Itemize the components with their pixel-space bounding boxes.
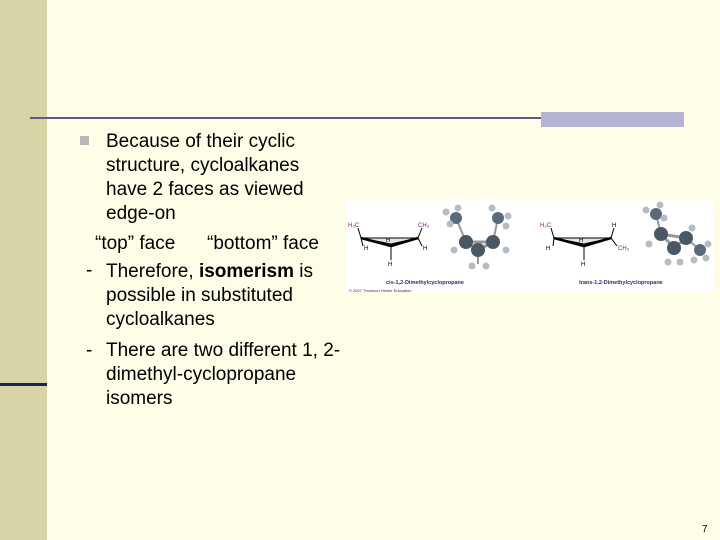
trans-h-left: H xyxy=(546,246,551,252)
bullet-line-4: edge-on xyxy=(106,203,176,224)
isomers-svg xyxy=(346,200,713,292)
sub1-line-1 xyxy=(106,260,313,284)
top-face-label: “top” face xyxy=(95,233,176,254)
cis-h-left: H xyxy=(364,246,369,252)
bullet-line-2: structure, cycloalkanes xyxy=(106,155,300,176)
sub2-line-1: There are two different 1, 2- xyxy=(106,340,341,361)
dash-bullet-2: - xyxy=(86,340,93,361)
sub1-line-1-after: is xyxy=(293,261,313,282)
bottom-face-label: “bottom” face xyxy=(207,233,319,254)
trans-h-upper-right: H xyxy=(612,223,617,229)
title-divider-line xyxy=(30,117,542,119)
slide-number: 7 xyxy=(702,524,708,535)
sidebar-accent-line xyxy=(0,383,47,386)
trans-ch3-left: H₃C xyxy=(540,223,552,229)
cis-h-right: H xyxy=(423,246,428,252)
trans-ch3-right: CH₃ xyxy=(618,246,630,252)
sub1-line-1-before: Therefore, xyxy=(106,261,199,282)
dash-bullet-1: - xyxy=(86,260,93,281)
sub2-line-3: isomers xyxy=(106,388,173,409)
trans-h-top: H xyxy=(579,238,584,244)
trans-h-bottom: H xyxy=(581,262,586,268)
bullet-line-3: have 2 faces as viewed xyxy=(106,179,304,200)
title-divider-block xyxy=(541,112,684,127)
trans-label: trans-1,2-Dimethylcyclopropane xyxy=(579,280,663,286)
sub2-line-2: dimethyl-cyclopropane xyxy=(106,364,297,385)
cis-ch3-left: H₃C xyxy=(348,223,360,229)
cis-ball-stick-model xyxy=(443,205,512,270)
copyright-text: © 2007 Thomson Higher Education xyxy=(349,288,412,292)
left-sidebar-band xyxy=(0,0,47,540)
sub1-line-3: cycloalkanes xyxy=(106,309,215,330)
square-bullet-icon xyxy=(80,136,89,145)
cis-h-bottom: H xyxy=(388,262,393,268)
trans-structure xyxy=(540,223,663,286)
trans-ball-stick-model xyxy=(643,202,712,266)
cis-structure xyxy=(348,223,464,292)
sub1-line-2: possible in substituted xyxy=(106,285,293,306)
cyclopropane-isomers-figure xyxy=(346,200,713,292)
bullet-line-1: Because of their cyclic xyxy=(106,131,296,152)
isomerism-bold: isomerism xyxy=(198,261,294,282)
cis-label: cis-1,2-Dimethylcyclopropane xyxy=(386,280,464,286)
cis-h-top: H xyxy=(386,238,391,244)
cis-ch3-right: CH₃ xyxy=(418,223,430,229)
